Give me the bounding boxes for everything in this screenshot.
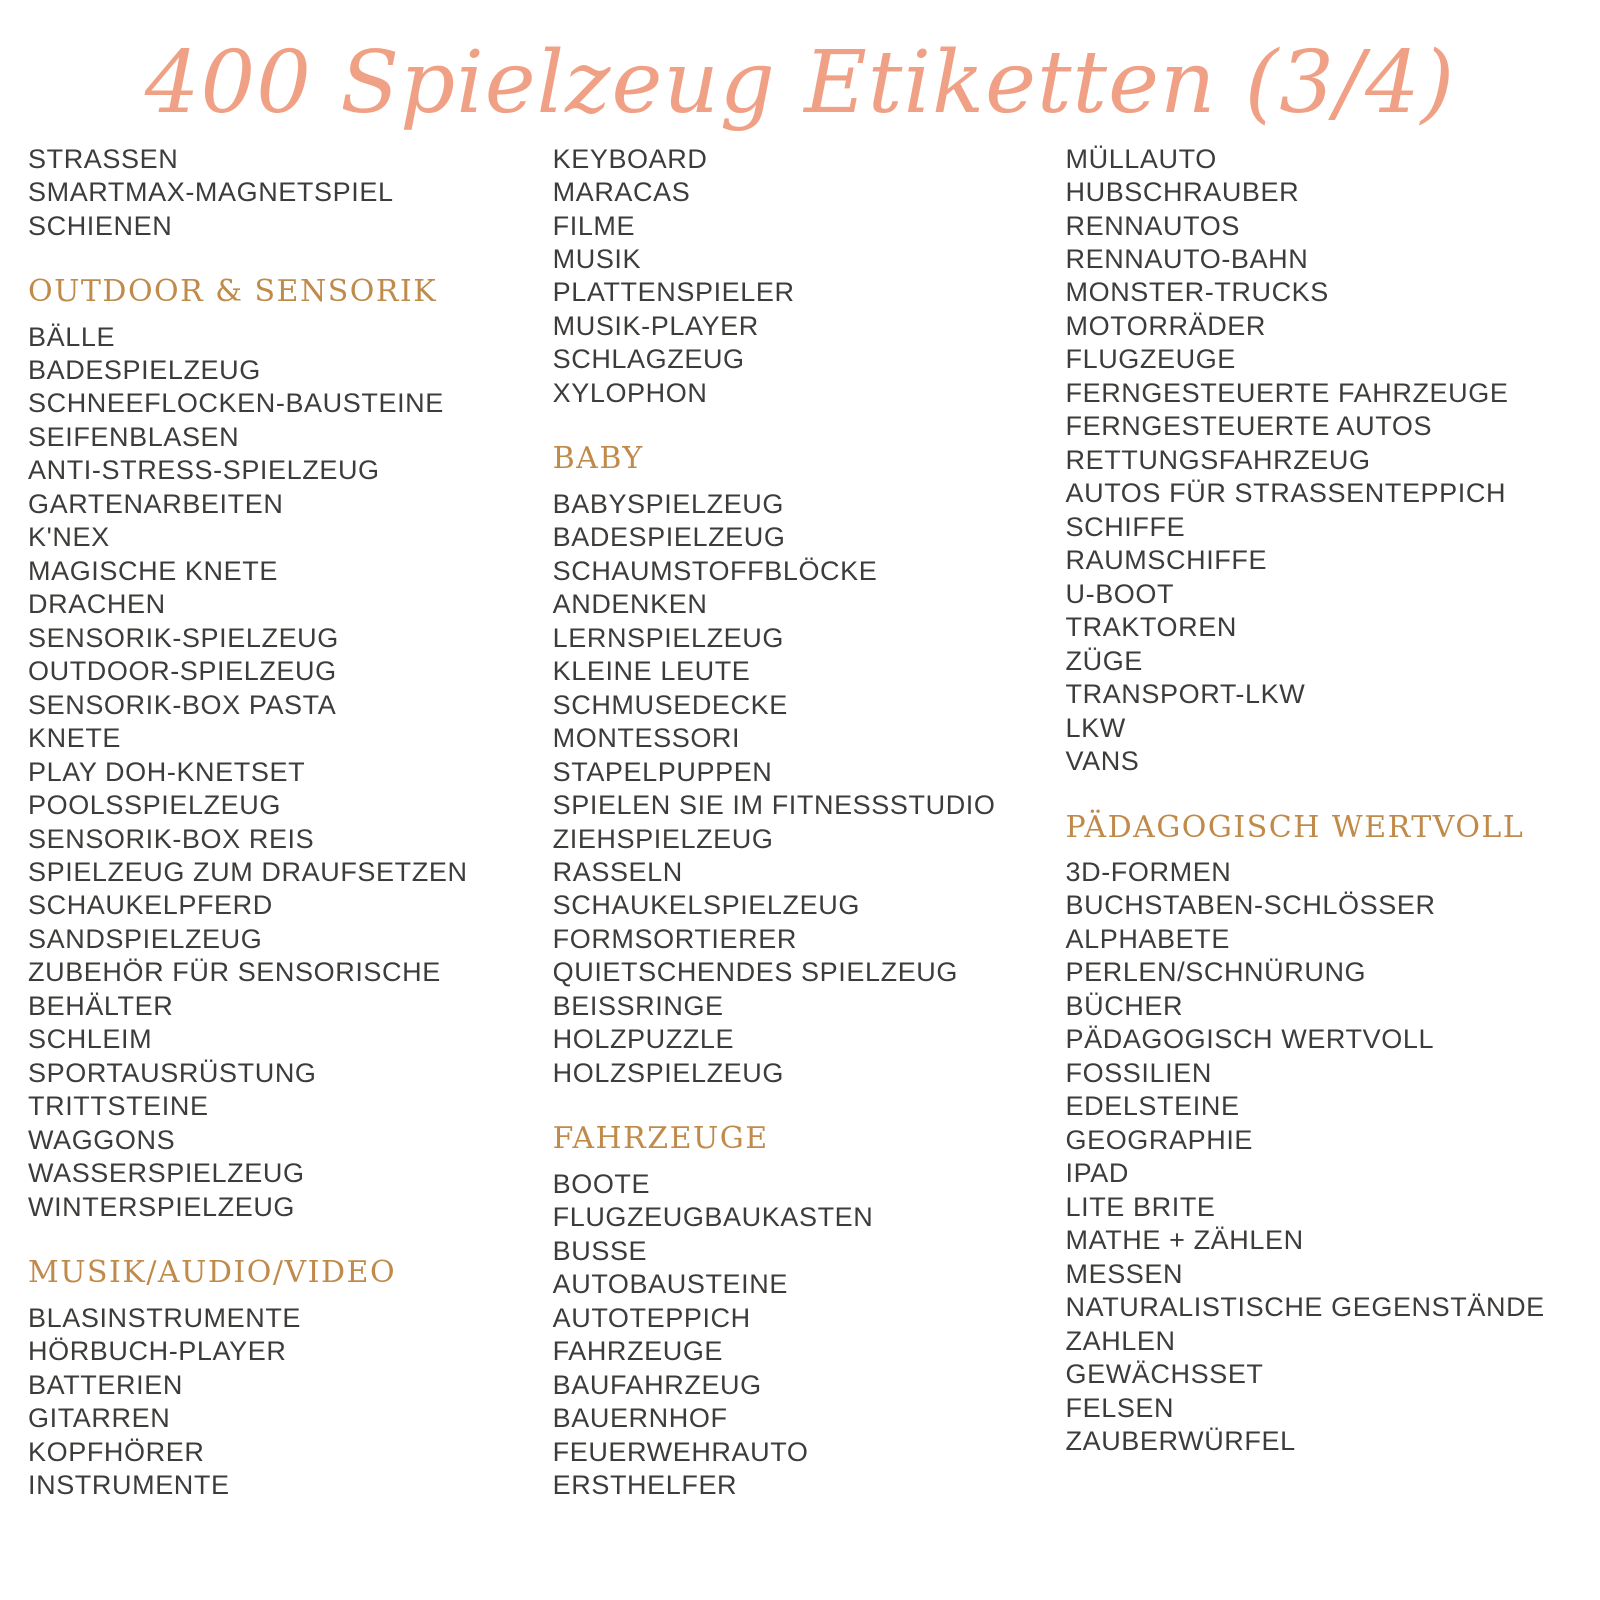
label-item: BAUERNHOF bbox=[552, 1403, 728, 1434]
label-list bbox=[553, 1168, 1040, 1503]
label-item: BUCHSTABEN-SCHLÖSSER bbox=[1065, 890, 1436, 921]
label-item: ERSTHELFER bbox=[552, 1470, 738, 1500]
label-item: MARACAS bbox=[552, 177, 691, 208]
label-item: SCHIENEN bbox=[28, 210, 173, 241]
label-item: BADESPIELZEUG bbox=[28, 354, 261, 385]
label-item: SCHLAGZEUG bbox=[552, 344, 745, 375]
label-item: NATURALISTISCHE GEGENSTÄNDE bbox=[1065, 1292, 1545, 1323]
page-title: 400 Spielzeug Etiketten (3/4) bbox=[144, 33, 1456, 133]
label-item: PLAY DOH-KNETSET bbox=[28, 756, 306, 787]
label-item: HOLZSPIELZEUG bbox=[552, 1057, 784, 1088]
label-item: BEHÄLTER bbox=[28, 990, 174, 1021]
label-item: GEOGRAPHIE bbox=[1065, 1124, 1254, 1155]
label-item: BATTERIEN bbox=[28, 1369, 183, 1400]
label-item: FEUERWEHRAUTO bbox=[552, 1436, 809, 1467]
label-item: RENNAUTO-BAHN bbox=[1065, 244, 1309, 274]
label-list bbox=[28, 1302, 529, 1503]
label-item: HÖRBUCH-PLAYER bbox=[28, 1336, 287, 1367]
label-item: SMARTMAX-MAGNETSPIEL bbox=[28, 177, 394, 208]
label-item: BABYSPIELZEUG bbox=[552, 488, 785, 519]
label-item: LERNSPIELZEUG bbox=[552, 622, 784, 653]
label-item: WASSERSPIELZEUG bbox=[28, 1158, 305, 1189]
label-item: GITARREN bbox=[28, 1403, 171, 1434]
label-item: SPIELZEUG ZUM DRAUFSETZEN bbox=[28, 857, 468, 887]
label-item: SCHAUKELPFERD bbox=[28, 890, 273, 921]
label-item: BEISSRINGE bbox=[552, 990, 724, 1021]
label-item: WINTERSPIELZEUG bbox=[28, 1191, 296, 1222]
label-item: SCHAUMSTOFFBLÖCKE bbox=[552, 555, 878, 586]
label-item: BADESPIELZEUG bbox=[552, 522, 786, 553]
label-item: HUBSCHRAUBER bbox=[1065, 177, 1300, 208]
label-item: SENSORIK-SPIELZEUG bbox=[28, 622, 339, 653]
label-item: KEYBOARD bbox=[552, 143, 708, 174]
label-item: RASSELN bbox=[552, 857, 683, 887]
label-item: LKW bbox=[1065, 712, 1126, 743]
label-item: FELSEN bbox=[1065, 1392, 1175, 1423]
label-item: LITE BRITE bbox=[1065, 1191, 1216, 1222]
column-middle bbox=[539, 143, 1050, 1503]
label-item: 3D-FORMEN bbox=[1065, 857, 1232, 887]
label-item: MÜLLAUTO bbox=[1065, 143, 1217, 174]
section-heading: BABY bbox=[552, 441, 644, 477]
label-item: IPAD bbox=[1065, 1158, 1129, 1189]
label-item: MOTORRÄDER bbox=[1065, 310, 1267, 341]
label-item: STAPELPUPPEN bbox=[552, 756, 773, 787]
label-item: WAGGONS bbox=[28, 1124, 176, 1155]
label-item: SENSORIK-BOX REIS bbox=[28, 823, 315, 854]
section-heading: PÄDAGOGISCH WERTVOLL bbox=[1065, 809, 1525, 845]
label-item: PÄDAGOGISCH WERTVOLL bbox=[1065, 1024, 1435, 1055]
label-item: AUTOTEPPICH bbox=[552, 1302, 751, 1333]
label-item: SEIFENBLASEN bbox=[28, 421, 240, 452]
label-list bbox=[28, 321, 529, 1225]
label-item: RAUMSCHIFFE bbox=[1065, 545, 1268, 576]
label-item: PERLEN/SCHNÜRUNG bbox=[1065, 957, 1367, 988]
columns-container bbox=[0, 143, 1600, 1503]
label-list bbox=[1066, 143, 1573, 779]
label-item: TRITTSTEINE bbox=[28, 1091, 209, 1122]
label-item: SANDSPIELZEUG bbox=[28, 923, 263, 954]
label-item: MAGISCHE KNETE bbox=[28, 555, 278, 586]
label-item: SENSORIK-BOX PASTA bbox=[28, 689, 337, 720]
label-item: ZAHLEN bbox=[1065, 1325, 1176, 1356]
label-item: MUSIK-PLAYER bbox=[552, 310, 759, 341]
label-item: MONTESSORI bbox=[552, 723, 741, 754]
label-item: HOLZPUZZLE bbox=[552, 1024, 735, 1055]
section-heading: OUTDOOR & SENSORIK bbox=[28, 274, 438, 309]
label-item: EDELSTEINE bbox=[1065, 1091, 1240, 1122]
label-item: FILME bbox=[552, 210, 636, 241]
label-item: STRASSEN bbox=[28, 143, 179, 174]
label-item: FOSSILIEN bbox=[1065, 1057, 1212, 1088]
label-item: MONSTER-TRUCKS bbox=[1065, 277, 1329, 308]
column-right bbox=[1050, 143, 1573, 1503]
label-item: TRANSPORT-LKW bbox=[1065, 679, 1306, 710]
label-item: QUIETSCHENDES SPIELZEUG bbox=[552, 957, 959, 988]
label-list bbox=[1066, 856, 1573, 1458]
label-item: GARTENARBEITEN bbox=[28, 488, 284, 519]
label-item: FERNGESTEUERTE AUTOS bbox=[1065, 411, 1433, 442]
label-item: ANTI-STRESS-SPIELZEUG bbox=[28, 455, 380, 486]
label-item: ALPHABETE bbox=[1065, 923, 1230, 954]
label-item: BAUFAHRZEUG bbox=[552, 1369, 762, 1400]
label-item: SCHMUSEDECKE bbox=[552, 689, 788, 720]
label-item: FLUGZEUGE bbox=[1065, 344, 1236, 375]
label-item: SCHLEIM bbox=[28, 1024, 153, 1055]
label-item: DRACHEN bbox=[28, 589, 166, 620]
label-item: BOOTE bbox=[552, 1168, 651, 1199]
label-item: OUTDOOR-SPIELZEUG bbox=[28, 656, 337, 687]
label-list bbox=[553, 488, 1040, 1090]
label-item: BÄLLE bbox=[28, 321, 116, 352]
label-item: ANDENKEN bbox=[552, 589, 708, 620]
section-heading: FAHRZEUGE bbox=[552, 1121, 769, 1157]
label-item: ZIEHSPIELZEUG bbox=[552, 823, 774, 854]
label-item: TRAKTOREN bbox=[1065, 612, 1237, 643]
label-item: RENNAUTOS bbox=[1065, 210, 1240, 241]
label-list bbox=[28, 143, 529, 243]
label-item: POOLSSPIELZEUG bbox=[28, 790, 281, 821]
label-item: ZUBEHÖR FÜR SENSORISCHE bbox=[28, 957, 441, 988]
label-item: SCHIFFE bbox=[1065, 511, 1186, 542]
label-item: XYLOPHON bbox=[552, 377, 708, 408]
label-item: KLEINE LEUTE bbox=[552, 656, 751, 687]
label-item: SPORTAUSRÜSTUNG bbox=[28, 1057, 317, 1088]
label-item: ZÜGE bbox=[1065, 645, 1143, 676]
label-item: RETTUNGSFAHRZEUG bbox=[1065, 444, 1371, 475]
label-item: ZAUBERWÜRFEL bbox=[1065, 1425, 1296, 1456]
label-item: PLATTENSPIELER bbox=[552, 277, 795, 308]
label-item: BLASINSTRUMENTE bbox=[28, 1302, 302, 1333]
label-item: GEWÄCHSSET bbox=[1065, 1359, 1264, 1390]
label-item: VANS bbox=[1065, 746, 1140, 777]
label-item: BÜCHER bbox=[1065, 990, 1184, 1021]
label-list bbox=[553, 143, 1040, 411]
label-item: SCHAUKELSPIELZEUG bbox=[552, 890, 860, 921]
label-item: MESSEN bbox=[1065, 1258, 1184, 1289]
column-left bbox=[28, 143, 539, 1503]
label-item: INSTRUMENTE bbox=[28, 1470, 230, 1500]
section-heading: MUSIK/AUDIO/VIDEO bbox=[28, 1255, 397, 1291]
label-item: SCHNEEFLOCKEN-BAUSTEINE bbox=[28, 388, 444, 419]
label-item: FERNGESTEUERTE FAHRZEUGE bbox=[1065, 377, 1509, 408]
label-item: MUSIK bbox=[552, 244, 642, 274]
label-item: KNETE bbox=[28, 723, 122, 754]
label-item: U-BOOT bbox=[1065, 578, 1175, 609]
label-item: BUSSE bbox=[552, 1235, 648, 1266]
label-item: FAHRZEUGE bbox=[552, 1336, 724, 1367]
label-item: AUTOBAUSTEINE bbox=[552, 1269, 788, 1300]
label-item: FORMSORTIERER bbox=[552, 923, 797, 954]
label-item: MATHE + ZÄHLEN bbox=[1065, 1225, 1304, 1256]
label-item: K'NEX bbox=[28, 522, 110, 553]
label-item: SPIELEN SIE IM FITNESSSTUDIO bbox=[552, 790, 996, 821]
label-item: KOPFHÖRER bbox=[28, 1436, 205, 1467]
label-item: AUTOS FÜR STRASSENTEPPICH bbox=[1065, 478, 1507, 509]
label-item: FLUGZEUGBAUKASTEN bbox=[552, 1202, 874, 1233]
